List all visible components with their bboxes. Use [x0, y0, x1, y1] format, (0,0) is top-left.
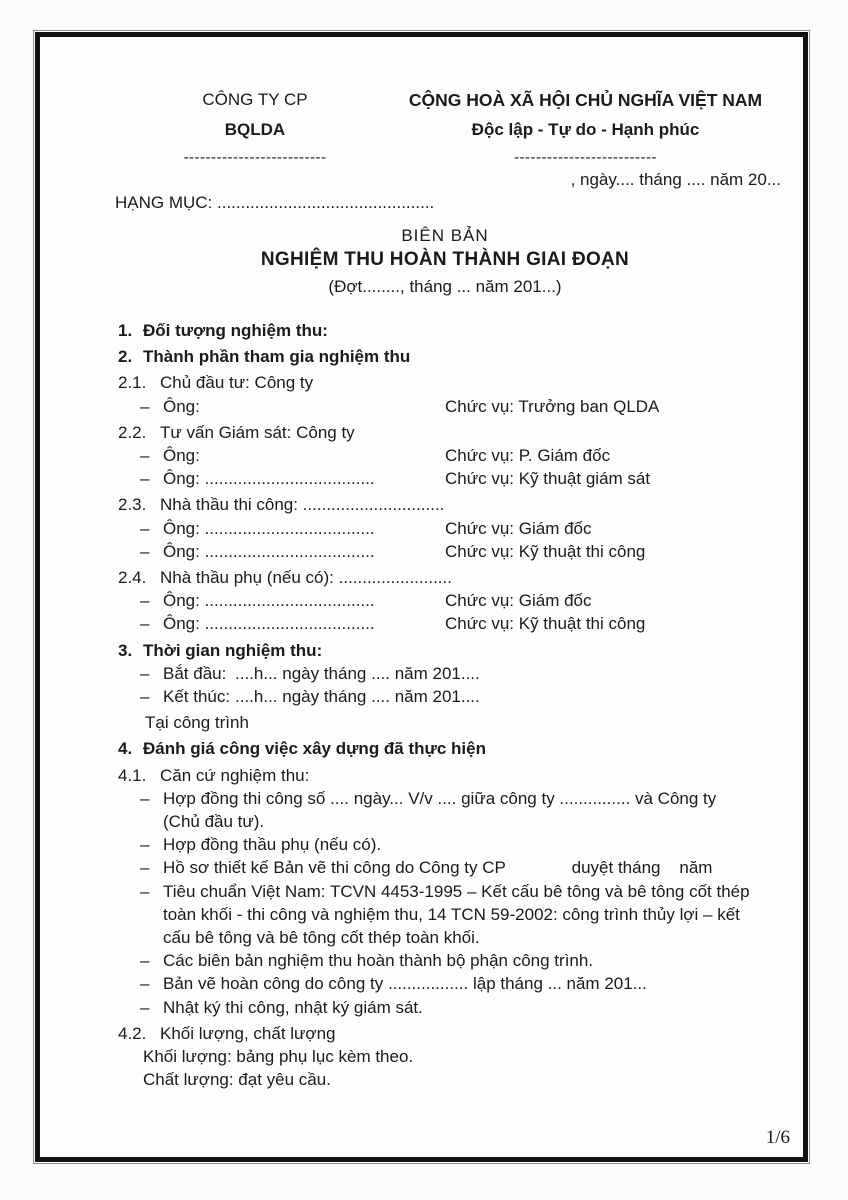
- bullet-line: Các biên bản nghiệm thu hoàn thành bộ phận công trình.: [163, 951, 594, 971]
- bullet-dash: –: [140, 881, 150, 901]
- item-category-line: HẠNG MỤC: ..............................................: [115, 193, 435, 212]
- bullet-dash: –: [140, 951, 150, 971]
- section-number: 2.: [118, 347, 133, 367]
- person-role: Chức vụ: Giám đốc: [445, 591, 592, 611]
- national-title: CỘNG HOÀ XÃ HỘI CHỦ NGHĨA VIỆT NAM: [408, 90, 763, 110]
- time-label: Bắt đầu:: [163, 663, 227, 683]
- bullet-line: (Chủ đầu tư).: [163, 812, 265, 832]
- bullet-line: Hợp đồng thi công số .... ngày... V/v .... giữa công ty ............... và Công ty: [163, 788, 717, 808]
- basis-item-part-minutes: [115, 949, 773, 972]
- person-role: Chức vụ: P. Giám đốc: [445, 446, 611, 466]
- section-number: 4.: [118, 739, 133, 759]
- section-2-heading: [115, 345, 773, 368]
- date-line: , ngày.... tháng .... năm 20...: [570, 170, 781, 189]
- section-title: Khối lượng, chất lượng: [160, 1023, 336, 1043]
- person-row: [115, 612, 773, 635]
- quantity-line: Khối lượng: bảng phụ lục kèm theo.: [143, 1047, 414, 1067]
- person-name: Ông: ....................................: [163, 541, 375, 561]
- doc-body: [115, 316, 773, 1092]
- bullet-line: Tiêu chuẩn Việt Nam: TCVN 4453-1995 – Kết cấu bê tông và bê tông cốt thép: [163, 881, 750, 901]
- bullet-line: Hợp đồng thầu phụ (nếu có).: [163, 835, 382, 855]
- section-title: Tư vấn Giám sát: Công ty: [160, 422, 355, 442]
- doc-title-sub: (Đợt........, tháng ... năm 201...): [328, 277, 562, 296]
- basis-item-asbuilt-drawing: [115, 972, 773, 995]
- org-name: CÔNG TY CP: [202, 90, 308, 109]
- doc-title-type: BIÊN BẢN: [401, 226, 489, 245]
- bullet-dash: –: [140, 687, 150, 707]
- bullet-line: Bản vẽ hoàn công do công ty ................. lập tháng ... năm 201...: [163, 974, 647, 994]
- section-1-heading: [115, 319, 773, 342]
- section-2-4-heading: [115, 566, 773, 589]
- section-number: 2.1.: [118, 373, 147, 393]
- person-role: Chức vụ: Giám đốc: [445, 518, 592, 538]
- national-block: [398, 85, 773, 171]
- org-divider-dashes: --------------------------: [183, 149, 327, 166]
- person-row: [115, 467, 773, 490]
- section-2-3-heading: [115, 493, 773, 516]
- bullet-dash: –: [140, 663, 150, 683]
- document-page: [35, 32, 808, 1162]
- bullet-dash: –: [140, 974, 150, 994]
- basis-item-standards: [115, 880, 773, 950]
- section-4-heading: [115, 737, 773, 760]
- bullet-line: toàn khối - thi công và nghiệm thu, 14 TCN 59-2002: công trình thủy lợi – kết: [163, 904, 740, 924]
- person-role: Chức vụ: Kỹ thuật thi công: [445, 614, 646, 634]
- person-role: Chức vụ: Trưởng ban QLDA: [445, 396, 660, 416]
- time-value: ....h... ngày tháng .... năm 201....: [235, 663, 480, 683]
- time-label: Kết thúc:: [163, 687, 231, 707]
- person-row: [115, 517, 773, 540]
- doc-title-block: [115, 224, 775, 300]
- section-title: Đối tượng nghiệm thu:: [143, 321, 328, 340]
- bullet-dash: –: [140, 591, 150, 611]
- section-2-1-heading: [115, 371, 773, 394]
- person-name: Ông:: [163, 396, 200, 416]
- section-number: 2.4.: [118, 568, 147, 588]
- national-divider-dashes: --------------------------: [514, 149, 657, 166]
- bullet-dash: –: [140, 446, 150, 466]
- person-name: Ông: ....................................: [163, 518, 375, 538]
- person-row: [115, 444, 773, 467]
- person-row: [115, 395, 773, 418]
- section-title: Căn cứ nghiệm thu:: [160, 765, 310, 785]
- time-value: ....h... ngày tháng .... năm 201....: [235, 687, 480, 707]
- bullet-dash: –: [140, 518, 150, 538]
- section-4-2-heading: [115, 1022, 773, 1045]
- basis-item-contract: [115, 787, 773, 833]
- basis-item-design-docs: [115, 856, 773, 879]
- section-title: Thời gian nghiệm thu:: [143, 640, 323, 660]
- section-title: Nhà thầu thi công: ..............................: [160, 495, 445, 515]
- section-number: 4.1.: [118, 765, 147, 785]
- bullet-line: cấu bê tông và bê tông cốt thép toàn khối.: [163, 928, 480, 948]
- quality-line: Chất lượng: đạt yêu cầu.: [143, 1070, 331, 1090]
- person-name: Ông: ....................................: [163, 591, 375, 611]
- bullet-dash: –: [140, 541, 150, 561]
- location-note: Tại công trình: [145, 713, 249, 733]
- person-name: Ông: ....................................: [163, 614, 375, 634]
- bullet-dash: –: [140, 396, 150, 416]
- section-number: 2.2.: [118, 422, 147, 442]
- time-row-end: [115, 685, 773, 708]
- bullet-dash: –: [140, 788, 150, 808]
- bullet-line: Nhật ký thi công, nhật ký giám sát.: [163, 997, 423, 1017]
- section-3-heading: [115, 639, 773, 662]
- section-2-2-heading: [115, 421, 773, 444]
- doc-title-main: NGHIỆM THU HOÀN THÀNH GIAI ĐOẠN: [260, 249, 630, 270]
- section-title: Chủ đầu tư: Công ty: [160, 373, 314, 393]
- bullet-dash: –: [140, 835, 150, 855]
- person-row: [115, 540, 773, 563]
- national-motto: Độc lập - Tự do - Hạnh phúc: [471, 120, 700, 139]
- section-number: 2.3.: [118, 495, 147, 515]
- bullet-line: Hồ sơ thiết kế Bản vẽ thi công do Công ty CP duyệt tháng năm: [163, 858, 713, 878]
- section-number: 1.: [118, 321, 133, 340]
- person-name: Ông: ....................................: [163, 469, 375, 489]
- basis-item-logs: [115, 996, 773, 1019]
- basis-item-subcontract: [115, 833, 773, 856]
- person-row: [115, 589, 773, 612]
- person-role: Chức vụ: Kỹ thuật giám sát: [445, 469, 651, 489]
- org-abbr: BQLDA: [224, 120, 286, 139]
- section-number: 4.2.: [118, 1023, 147, 1043]
- section-title: Nhà thầu phụ (nếu có): ........................: [160, 568, 452, 588]
- bullet-dash: –: [140, 997, 150, 1017]
- person-role: Chức vụ: Kỹ thuật thi công: [445, 541, 646, 561]
- page-number: 1/6: [765, 1127, 790, 1148]
- section-number: 3.: [118, 640, 133, 660]
- bullet-dash: –: [140, 858, 150, 878]
- bullet-dash: –: [140, 469, 150, 489]
- time-row-start: [115, 662, 773, 685]
- section-title: Đánh giá công việc xây dựng đã thực hiện: [143, 739, 486, 759]
- section-4-1-heading: [115, 764, 773, 787]
- section-title: Thành phần tham gia nghiệm thu: [143, 347, 411, 367]
- person-name: Ông:: [163, 446, 200, 466]
- org-block: [115, 85, 395, 171]
- bullet-dash: –: [140, 614, 150, 634]
